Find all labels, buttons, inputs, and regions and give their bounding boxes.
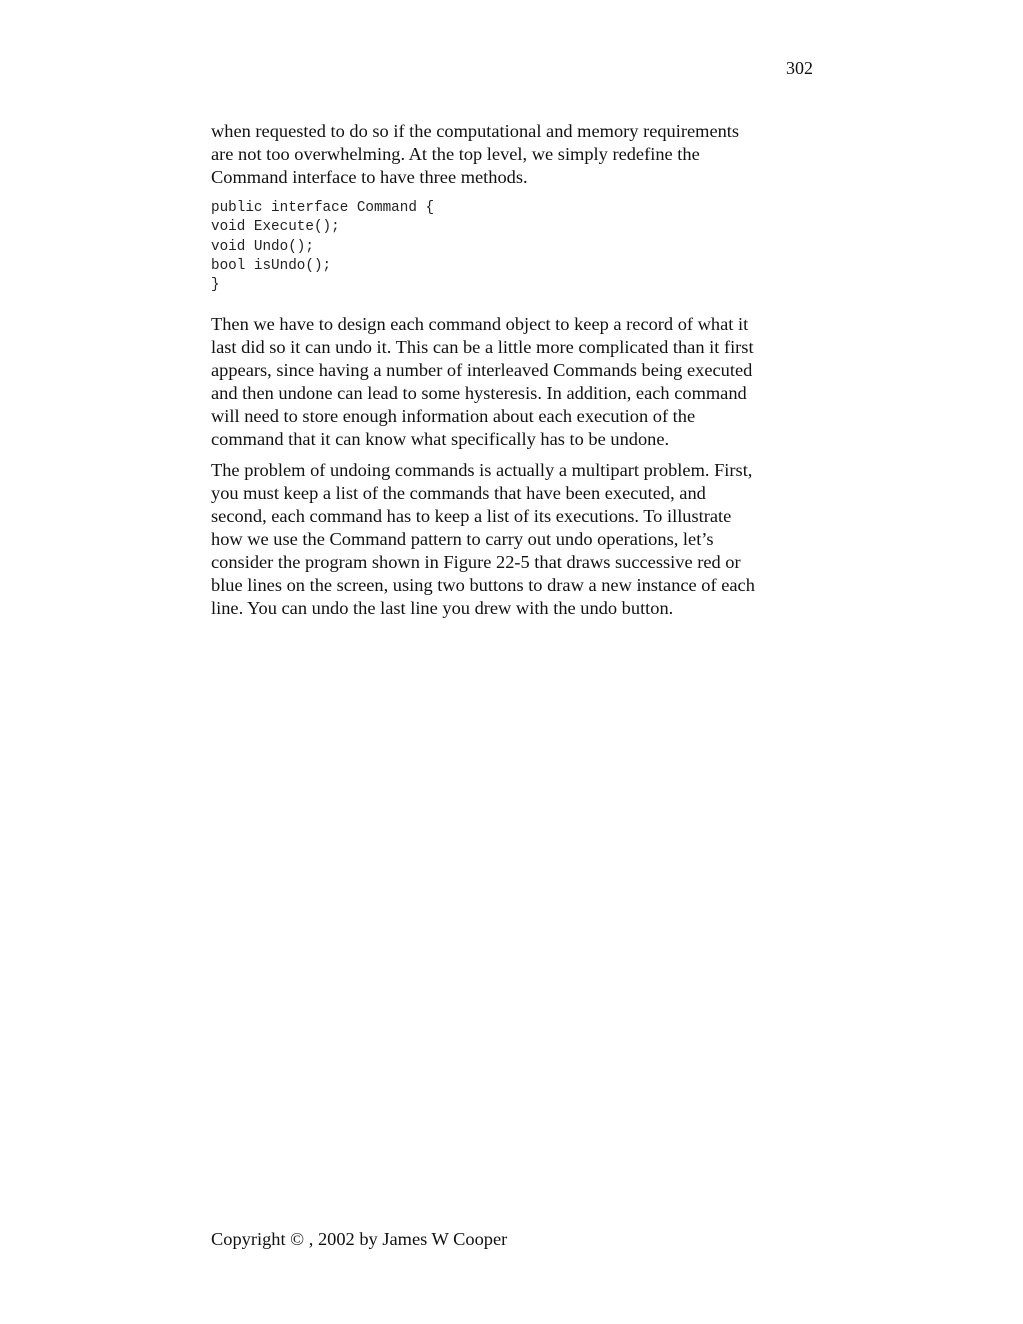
text-line: how we use the Command pattern to carry out undo operations, let’s [211,529,714,549]
text-line: The problem of undoing commands is actually a multipart problem. First, [211,460,753,480]
text-line: second, each command has to keep a list of its executions. To illustrate [211,506,732,526]
text-line: appears, since having a number of interleaved Commands being executed [211,360,753,380]
code-line: public interface Command { [211,200,435,216]
code-line: } [211,277,220,294]
text-line: consider the program shown in Figure 22-5 that draws successive red or [211,552,741,572]
text-line: blue lines on the screen, using two buttons to draw a new instance of each [211,575,755,595]
text-line: last did so it can undo it. This can be a little more complicated than it first [211,337,754,357]
paragraph-intro [211,120,811,189]
text-line: Then we have to design each command object to keep a record of what it [211,314,749,334]
copyright-footer: Copyright © , 2002 by James W Cooper [211,1229,508,1249]
text-line: will need to store enough information about each execution of the [211,406,696,426]
text-line: Command interface to have three methods. [211,167,528,187]
text-line: and then undone can lead to some hysteresis. In addition, each command [211,383,747,403]
code-line: void Undo(); [211,238,314,255]
code-line: void Execute(); [211,219,340,236]
text-line: command that it can know what specifically has to be undone. [211,429,670,449]
text-line: when requested to do so if the computational and memory requirements [211,121,740,141]
text-line: you must keep a list of the commands that have been executed, and [211,483,706,503]
page-number: 302 [786,58,813,78]
code-line: bool isUndo(); [211,257,332,274]
paragraph-undo-problem [211,459,811,620]
code-block [211,199,434,295]
text-line: line. You can undo the last line you drew with the undo button. [211,598,674,618]
text-line: are not too overwhelming. At the top level, we simply redefine the [211,144,700,164]
paragraph-command-record [211,313,811,451]
